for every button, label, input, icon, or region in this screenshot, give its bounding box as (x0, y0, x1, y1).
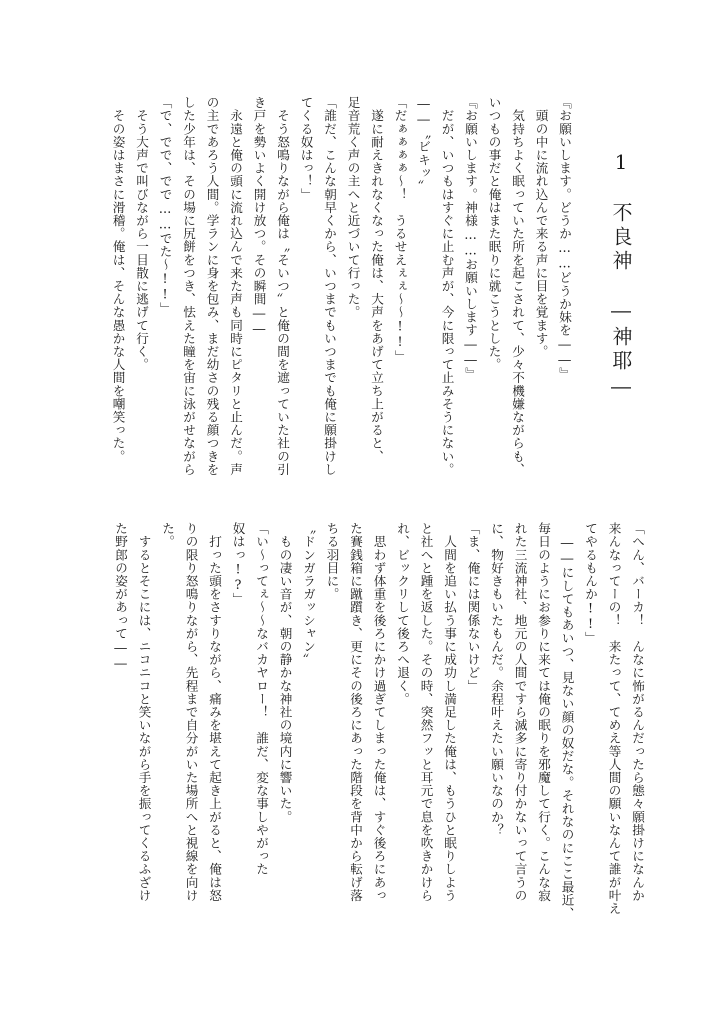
text-line: き戸を勢いよく開け放つ。その瞬間―― (251, 96, 267, 337)
text-line: 思わず体重を後ろにかけ過ぎてしまった俺は、すぐ後ろにあっ (371, 522, 387, 902)
text-line: 「ま、俺には関係ないけど」 (465, 522, 481, 693)
text-line: 永遠と俺の頭に流れ込んで来た声も同時にピタリと止んだ。声 (228, 96, 243, 476)
text-line: もの凄い音が、朝の静かな神社の境内に響いた。 (277, 522, 293, 824)
text-block-upper (110, 96, 576, 491)
text-line: 頭の中に流れ込んで来る声に目を覚ます。 (533, 96, 549, 358)
text-line: 人間を追い払う事に成功し満足した俺は、もうひと眠りしよう (442, 522, 457, 902)
text-line: 「い～ってぇ～～なバカヤロー！ 誰だ、変な事しやがった (254, 522, 269, 876)
text-line: ――〝ビキッ〟 (416, 96, 431, 193)
text-line: そう怒鳴りながら俺は〝そいつ〟と俺の間を遮っていた社の引 (275, 96, 290, 476)
text-line: 来んなってーの！ 来たって、てめえ等人間の願いなんて誰が叶え (606, 522, 622, 915)
chapter-number: 1 (609, 150, 633, 178)
text-line: た。 (160, 522, 175, 549)
text-line: ちる羽目に。 (324, 522, 340, 601)
text-line: 〝ドンガラガッシャン〟 (301, 522, 316, 667)
text-line: 遂に耐えきれなくなった俺は、大声をあげて立ち上がると、 (369, 96, 384, 463)
text-line: てやるもんか!!」 (583, 522, 598, 645)
text-line: 「誰だ、こんな朝早くから、いつまでもいつまでも俺に願掛けし (322, 96, 337, 476)
text-line: 毎日のようにお参りに来ては俺の眠りを邪魔して行く。こんな寂 (536, 522, 551, 902)
text-line: その姿はまさに滑稽。俺は、そんな愚かな人間を嘲笑った。 (110, 96, 126, 463)
text-line: れ、ビックリして後ろへ退く。 (395, 522, 410, 706)
text-line: りの限り怒鳴りながら、先程まで自分がいた場所へと視線を向け (183, 522, 199, 902)
text-line: いつもの事だと俺はまた眠りに就こうとした。 (486, 96, 502, 372)
text-line: 足音荒く声の主へと近づいて行った。 (345, 96, 361, 319)
text-line: 「だぁぁぁぁ～！ うるせえぇぇ～～!!」 (392, 96, 408, 363)
text-line: の主であろう人間。学ランに身を包み、まだ幼さの残る顔つきを (204, 96, 220, 476)
text-line: 奴はっ!?」 (230, 522, 246, 606)
text-line: 『お願いします。どうか……どうか妹を――』 (557, 96, 572, 381)
text-line: した少年は、その場に尻餅をつき、怯えた瞳を宙に泳がせながら (181, 96, 196, 476)
text-line: だが、いつもはすぐに止む声が、今に限って止みそうにない。 (439, 96, 455, 476)
text-line: 「へん、バーカ！ んなに怖がるんだったら態々願掛けになんか (630, 522, 645, 902)
text-block-lower (79, 522, 649, 952)
text-line: するとそこには、ニコニコと笑いながら手を振ってくるふざけ (136, 522, 152, 902)
text-line: 気持ちよく眠っていた所を起こされて、少々不機嫌ながらも、 (510, 96, 525, 476)
text-line: そう大声で叫びながら一目散に逃げて行く。 (134, 96, 149, 372)
text-line: に、物好きもいたもんだ。余程叶えたい願いなのか？ (489, 522, 504, 837)
text-line: た野郎の姿があって―― (113, 522, 128, 671)
text-line: 『お願いします。神様……お願いします――』 (463, 96, 478, 381)
text-line: た賽銭箱に蹴躓き、更にその後ろにあった階段を背中から転げ落 (348, 522, 363, 902)
text-line: れた三流神社、地元の人間ですら滅多に寄り付かないって言うの (512, 522, 528, 902)
text-line: 「で、でで、でで……でた～!!」 (157, 96, 173, 316)
text-line: ――にしてもあいつ、見ない顔の奴だな。それなのにここ最近、 (559, 522, 575, 920)
chapter-title: 不良神 ―神耶― (609, 202, 633, 402)
chapter-heading (596, 150, 636, 402)
text-line: と社へと踵を返した。その時、突然フッと耳元で息を吹きかけら (418, 522, 434, 902)
text-line: てくる奴はっ！」 (298, 96, 314, 201)
text-line: 打った頭をさすりながら、痛みを堪えて起き上がると、俺は怒 (207, 522, 222, 902)
